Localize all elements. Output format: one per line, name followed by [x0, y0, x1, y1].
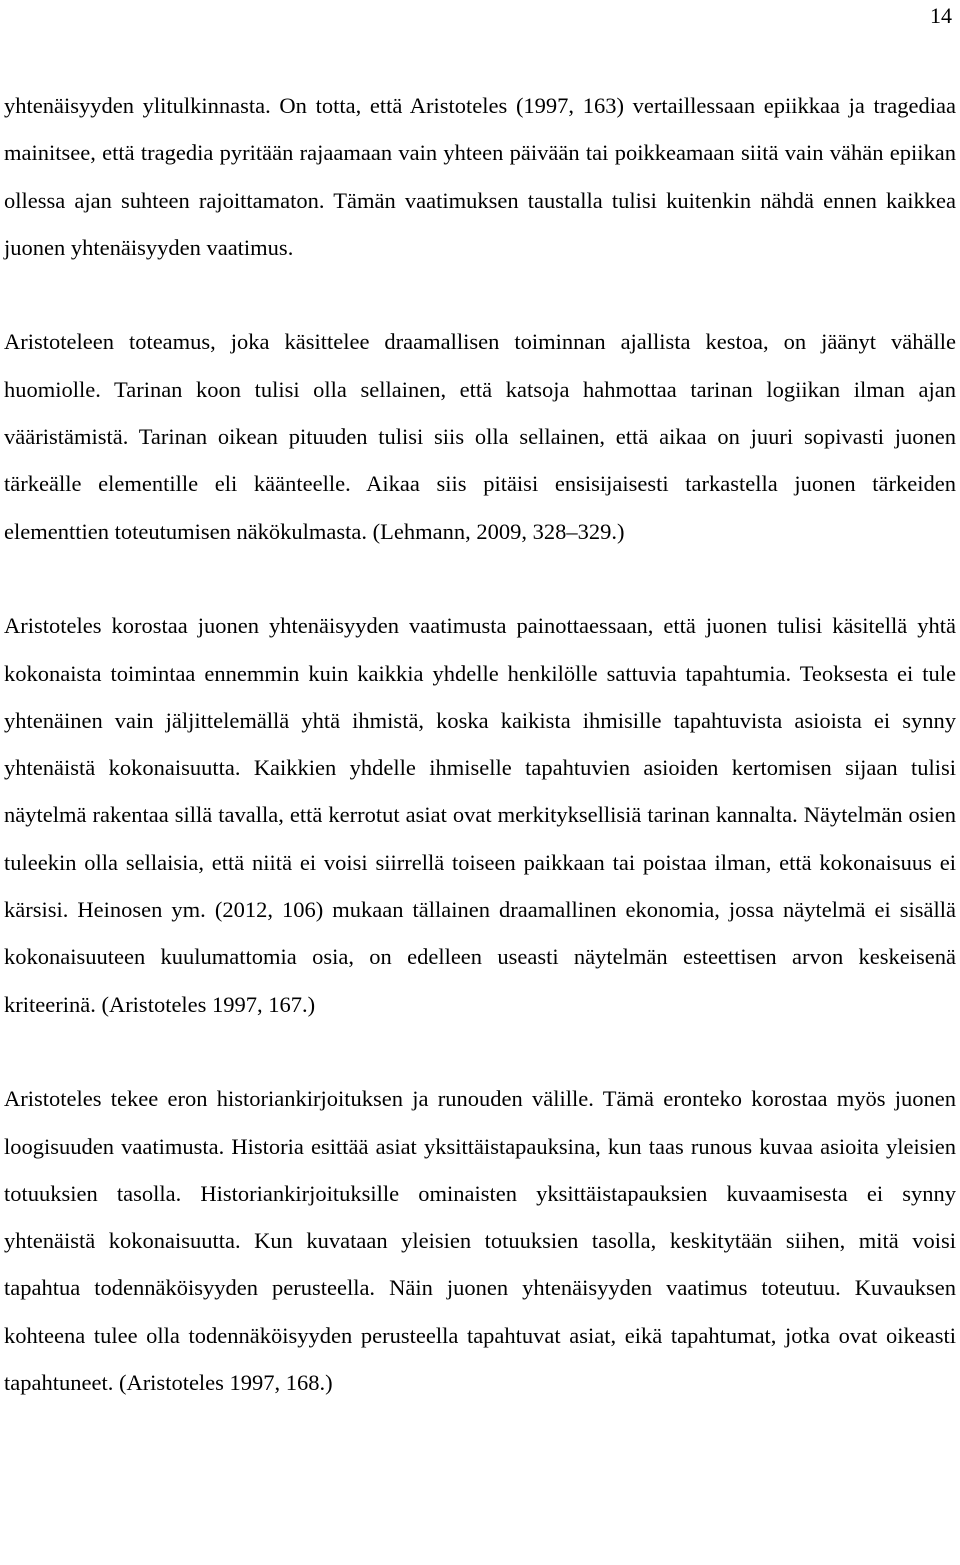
page-number: 14: [930, 3, 952, 28]
paragraph-1: yhtenäisyyden ylitulkinnasta. On totta, että Aristoteles (1997, 163) vertaillessaan epiikkaa ja tragediaa mainitsee, että tragedia pyritään rajaamaan vain yhteen päivään tai poikkeamaan siitä vain vähän epiikan ollessa ajan suhteen rajoittamaton. Tämän vaatimuksen taustalla tulisi kuitenkin nähdä ennen kaikkea juonen yhtenäisyyden vaatimus.: [4, 93, 956, 260]
document-body: [4, 82, 956, 1406]
paragraph-4: Aristoteles tekee eron historiankirjoituksen ja runouden välille. Tämä eronteko korostaa myös juonen loogisuuden vaatimusta. Historia esittää asiat yksittäistapauksina, kun taas runous kuvaa asioita yleisien totuuksien tasolla. Historiankirjoituksille ominaisten yksittäistapauksien kuvaamisesta ei synny yhtenäistä kokonaisuutta. Kun kuvataan yleisien totuuksien tasolla, keskitytään siihen, mitä voisi tapahtua todennäköisyyden perusteella. Näin juonen yhtenäisyyden vaatimus toteutuu. Kuvauksen kohteena tulee olla todennäköisyyden perusteella tapahtuvat asiat, eikä tapahtumat, jotka ovat oikeasti tapahtuneet. (Aristoteles 1997, 168.): [4, 1086, 956, 1396]
paragraph-2: Aristoteleen toteamus, joka käsittelee draamallisen toiminnan ajallista kestoa, on jäänyt vähälle huomiolle. Tarinan koon tulisi olla sellainen, että katsoja hahmottaa tarinan logiikan ilman ajan vääristämistä. Tarinan oikean pituuden tulisi siis olla sellainen, että aikaa on juuri sopivasti juonen tärkeälle elementille eli käänteelle. Aikaa siis pitäisi ensisijaisesti tarkastella juonen tärkeiden elementtien toteutumisen näkökulmasta. (Lehmann, 2009, 328–329.): [4, 329, 956, 544]
paragraph-3: Aristoteles korostaa juonen yhtenäisyyden vaatimusta painottaessaan, että juonen tulisi käsitellä yhtä kokonaista toimintaa ennemmin kuin kaikkia yhdelle henkilölle sattuvia tapahtumia. Teoksesta ei tule yhtenäinen vain jäljittelemällä yhtä ihmistä, koska kaikista ihmisille tapahtuvista asioista ei synny yhtenäistä kokonaisuutta. Kaikkien yhdelle ihmiselle tapahtuvien asioiden kertomisen sijaan tulisi näytelmä rakentaa sillä tavalla, että kerrotut asiat ovat merkityksellisiä tarinan kannalta. Näytelmän osien tuleekin olla sellaisia, että niitä ei voisi siirrellä toiseen paikkaan tai poistaa ilman, että kokonaisuus ei kärsisi. Heinosen ym. (2012, 106) mukaan tällainen draamallinen ekonomia, jossa näytelmä ei sisällä kokonaisuuteen kuulumattomia osia, on edelleen useasti näytelmän esteettisen arvon keskeisenä kriteerinä. (Aristoteles 1997, 167.): [4, 613, 956, 1017]
